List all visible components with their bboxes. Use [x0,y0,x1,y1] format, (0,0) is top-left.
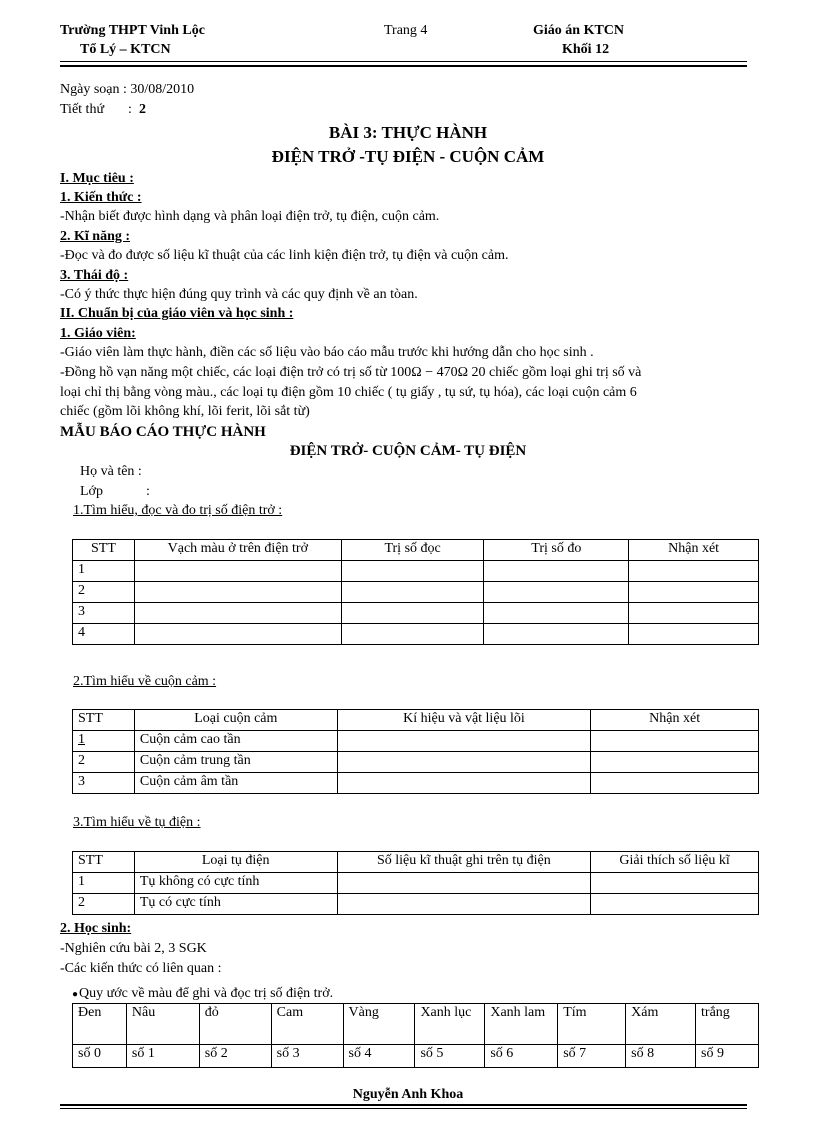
color-cell: Vàng [343,1004,415,1045]
color-value-row [73,1045,759,1068]
value-cell: số 6 [485,1045,558,1068]
header-rule-thick [60,65,747,67]
teacher-line-3: loại chỉ thị bằng vòng màu., các loại tụ điện gồm 10 chiếc ( tụ giấy , tụ sứ, tụ hóa), các loại cuộn cảm 6 [60,385,637,400]
color-cell: Xanh lục [415,1004,485,1045]
skills-text: -Đọc và đo được số liệu kĩ thuật của các linh kiện điện trở, tụ điện và cuộn cảm. [60,248,509,263]
color-cell: Nâu [126,1004,199,1045]
color-cell: đỏ [199,1004,271,1045]
period-value: 2 [139,102,146,117]
color-cell: Xám [626,1004,696,1045]
teacher-line-4: chiếc (gồm lõi không khí, lõi ferit, lõi sắt từ) [60,404,310,419]
col-header: Trị số đọc [341,540,484,561]
col-header: Nhận xét [629,540,759,561]
capacitor-type: Tụ không có cực tính [134,873,337,894]
knowledge-text: -Nhận biết được hình dạng và phân loại điện trở, tụ điện, cuộn cảm. [60,209,440,224]
col-header: Kí hiệu và vật liệu lõi [337,710,591,731]
table-row [73,582,759,603]
value-cell: số 4 [343,1045,415,1068]
col-header: STT [73,852,135,873]
inductor-type: Cuộn cảm âm tần [134,773,337,794]
stt-cell: 1 [73,561,135,582]
col-header: Vạch màu ở trên điện trở [134,540,341,561]
section-objectives: I. Mục tiêu : [60,171,134,186]
col-header: Số liệu kĩ thuật ghi trên tụ điện [337,852,591,873]
inductor-table [72,709,759,794]
color-cell: Tím [558,1004,626,1045]
col-header: Loại cuộn cảm [134,710,337,731]
table-header-row [73,852,759,873]
color-cell: trắng [696,1004,759,1045]
value-cell: số 3 [271,1045,343,1068]
students-line-1: -Nghiên cứu bài 2, 3 SGK [60,941,207,956]
period-label: Tiết thứ [60,102,105,117]
capacitor-heading: 3.Tìm hiểu về tụ điện : [73,815,201,830]
department-name: Tổ Lý – KTCN [80,42,171,57]
color-rule-caption: Quy ước về màu để ghi và đọc trị số điện trở. [79,986,334,1001]
table-row [73,773,759,794]
stt-cell: 1 [73,731,135,752]
attitude-heading: 3. Thái độ : [60,268,129,283]
report-heading: MẪU BÁO CÁO THỰC HÀNH [60,424,266,440]
inductor-type: Cuộn cảm trung tần [134,752,337,773]
name-label: Họ và tên : [80,464,142,479]
stt-cell: 2 [73,752,135,773]
value-cell: số 7 [558,1045,626,1068]
students-line-2: -Các kiến thức có liên quan : [60,961,222,976]
skills-heading: 2. Kĩ năng : [60,229,131,244]
color-cell: Xanh lam [485,1004,558,1045]
class-label: Lớp [80,484,103,499]
class-colon: : [146,484,150,499]
knowledge-heading: 1. Kiến thức : [60,190,142,205]
col-header: Giải thích số liệu kĩ [591,852,759,873]
period-sep: : [128,102,132,117]
table-row [73,752,759,773]
table-header-row [73,710,759,731]
value-cell: số 1 [126,1045,199,1068]
table-row [73,731,759,752]
stt-cell: 2 [73,894,135,915]
table-row [73,624,759,645]
color-code-table [72,1003,759,1068]
table-row [73,561,759,582]
footer-rule-thick [60,1104,747,1106]
col-header: STT [73,710,135,731]
col-header: Trị số đo [484,540,629,561]
page-number: Trang 4 [384,23,428,38]
color-cell: Cam [271,1004,343,1045]
stt-cell: 2 [73,582,135,603]
value-cell: số 2 [199,1045,271,1068]
stt-cell: 4 [73,624,135,645]
value-cell: số 0 [73,1045,127,1068]
teacher-line-1: -Giáo viên làm thực hành, điền các số liệu vào báo cáo mẫu trước khi hướng dẫn cho học sinh . [60,345,594,360]
table-row [73,873,759,894]
report-subheading: ĐIỆN TRỞ- CUỘN CẢM- TỤ ĐIỆN [289,443,527,459]
stt-cell: 1 [73,873,135,894]
school-name: Trường THPT Vinh Lộc [60,23,205,38]
students-heading: 2. Học sinh: [60,921,132,936]
inductor-heading: 2.Tìm hiểu về cuộn cảm : [73,674,217,689]
value-cell: số 9 [696,1045,759,1068]
color-name-row [73,1004,759,1045]
table-row [73,603,759,624]
stt-cell: 3 [73,603,135,624]
color-cell: Đen [73,1004,127,1045]
teacher-line-2: -Đồng hồ vạn năng một chiếc, các loại điện trở có trị số từ 100Ω − 470Ω 20 chiếc gồm loại ghi trị số và [60,365,642,380]
section-preparation: II. Chuẩn bị của giáo viên và học sinh : [60,306,294,321]
stt-cell: 3 [73,773,135,794]
capacitor-type: Tụ có cực tính [134,894,337,915]
value-cell: số 8 [626,1045,696,1068]
table-row [73,894,759,915]
lesson-title: BÀI 3: THỰC HÀNH [328,123,488,142]
col-header: STT [73,540,135,561]
resistor-heading: 1.Tìm hiểu, đọc và đo trị số điện trở : [73,503,283,518]
table-header-row [73,540,759,561]
teacher-heading: 1. Giáo viên: [60,326,136,341]
col-header: Loại tụ điện [134,852,337,873]
capacitor-table [72,851,759,915]
grade: Khối 12 [562,42,610,57]
header-rule-thin [60,61,747,62]
footer-rule-thin [60,1108,747,1109]
doc-type: Giáo án KTCN [533,23,625,38]
resistor-table [72,539,759,645]
lesson-subtitle: ĐIỆN TRỞ -TỤ ĐIỆN - CUỘN CẢM [271,147,545,166]
inductor-type: Cuộn cảm cao tần [134,731,337,752]
col-header: Nhận xét [591,710,759,731]
prep-date: Ngày soạn : 30/08/2010 [60,82,195,97]
author-name: Nguyễn Anh Khoa [352,1087,464,1102]
value-cell: số 5 [415,1045,485,1068]
bullet-icon: ● [72,989,79,1000]
attitude-text: -Có ý thức thực hiện đúng quy trình và các quy định về an tòan. [60,287,418,302]
